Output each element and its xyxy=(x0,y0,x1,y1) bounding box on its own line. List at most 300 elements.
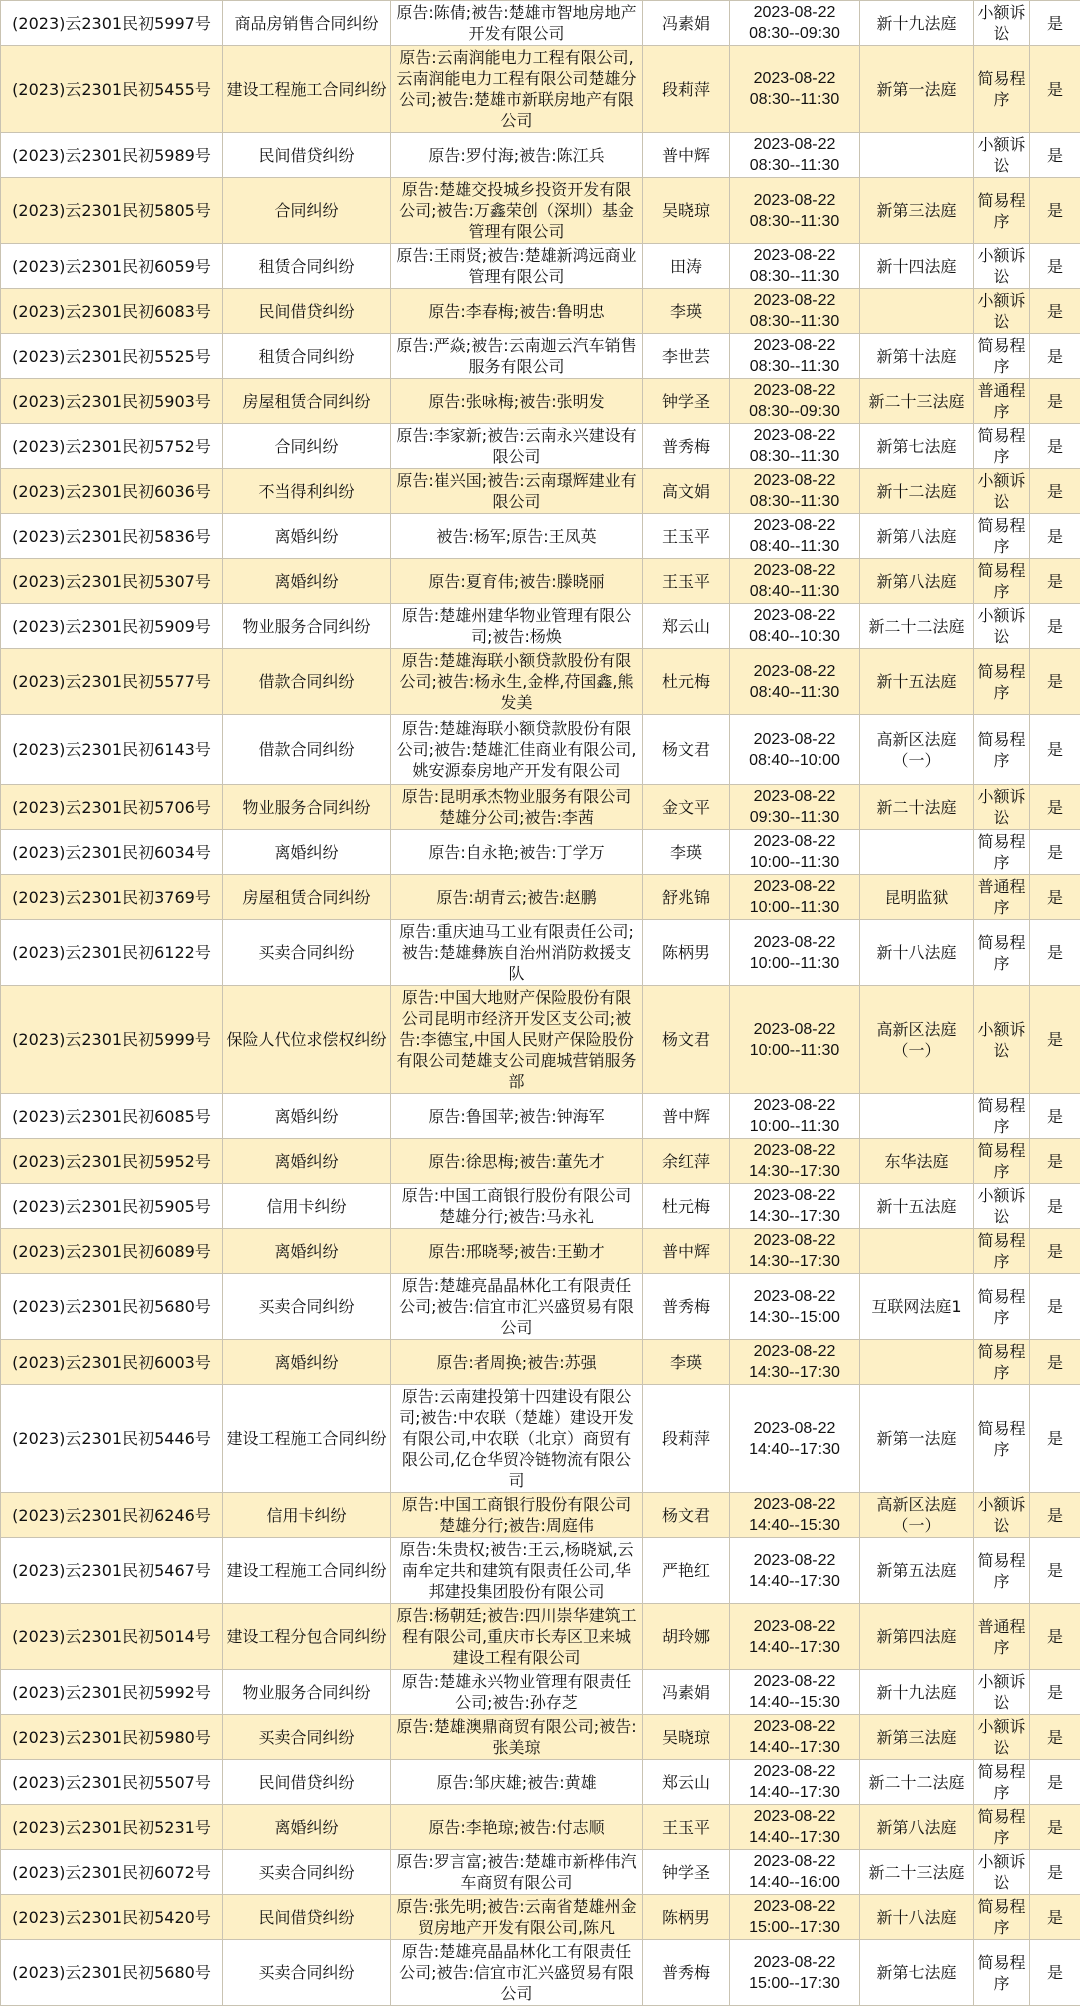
judge-cell: 普秀梅 xyxy=(643,1274,730,1340)
case-number-cell: (2023)云2301民初5980号 xyxy=(1,1715,223,1760)
procedure-cell: 小额诉讼 xyxy=(974,604,1030,649)
parties-cell: 原告:张咏梅;被告:张明发 xyxy=(391,379,643,424)
hearing-time-cell: 2023-08-22 15:00--17:30 xyxy=(730,1940,860,2006)
table-row xyxy=(1,1274,1080,1340)
courtroom-cell: 新第一法庭 xyxy=(860,46,974,133)
public-hearing-cell: 是 xyxy=(1030,1670,1080,1715)
hearing-time-cell: 2023-08-22 08:30--09:30 xyxy=(730,379,860,424)
courtroom-cell: 高新区法庭（一） xyxy=(860,715,974,785)
procedure-cell: 普通程序 xyxy=(974,875,1030,920)
parties-cell: 原告:中国工商银行股份有限公司楚雄分行;被告:马永礼 xyxy=(391,1184,643,1229)
procedure-cell: 简易程序 xyxy=(974,1139,1030,1184)
public-hearing-cell: 是 xyxy=(1030,604,1080,649)
hearing-time-cell: 2023-08-22 14:40--17:30 xyxy=(730,1805,860,1850)
public-hearing-cell: 是 xyxy=(1030,649,1080,715)
case-number-cell: (2023)云2301民初5467号 xyxy=(1,1538,223,1604)
case-cause-cell: 物业服务合同纠纷 xyxy=(223,1670,391,1715)
case-number-cell: (2023)云2301民初6246号 xyxy=(1,1493,223,1538)
public-hearing-cell: 是 xyxy=(1030,424,1080,469)
procedure-cell: 简易程序 xyxy=(974,1895,1030,1940)
case-cause-cell: 不当得利纠纷 xyxy=(223,469,391,514)
public-hearing-cell: 是 xyxy=(1030,1895,1080,1940)
judge-cell: 吴晓琼 xyxy=(643,178,730,244)
procedure-cell: 简易程序 xyxy=(974,715,1030,785)
public-hearing-cell: 是 xyxy=(1030,920,1080,986)
case-cause-cell: 民间借贷纠纷 xyxy=(223,1895,391,1940)
procedure-cell: 普通程序 xyxy=(974,379,1030,424)
courtroom-cell: 新二十二法庭 xyxy=(860,604,974,649)
procedure-cell: 简易程序 xyxy=(974,46,1030,133)
procedure-cell: 简易程序 xyxy=(974,1805,1030,1850)
public-hearing-cell: 是 xyxy=(1030,178,1080,244)
case-cause-cell: 借款合同纠纷 xyxy=(223,715,391,785)
table-row xyxy=(1,875,1080,920)
parties-cell: 原告:楚雄海联小额贷款股份有限公司;被告:楚雄汇佳商业有限公司,姚安源泰房地产开发有限公司 xyxy=(391,715,643,785)
public-hearing-cell: 是 xyxy=(1030,875,1080,920)
parties-cell: 原告:自永艳;被告:丁学万 xyxy=(391,830,643,875)
hearing-time-cell: 2023-08-22 08:30--11:30 xyxy=(730,244,860,289)
judge-cell: 余红萍 xyxy=(643,1139,730,1184)
case-cause-cell: 建设工程施工合同纠纷 xyxy=(223,1538,391,1604)
table-row xyxy=(1,830,1080,875)
case-number-cell: (2023)云2301民初3769号 xyxy=(1,875,223,920)
procedure-cell: 小额诉讼 xyxy=(974,133,1030,178)
courtroom-cell xyxy=(860,1340,974,1385)
parties-cell: 原告:徐思梅;被告:董先才 xyxy=(391,1139,643,1184)
case-cause-cell: 物业服务合同纠纷 xyxy=(223,785,391,830)
case-number-cell: (2023)云2301民初5507号 xyxy=(1,1760,223,1805)
procedure-cell: 小额诉讼 xyxy=(974,1670,1030,1715)
public-hearing-cell: 是 xyxy=(1030,379,1080,424)
procedure-cell: 简易程序 xyxy=(974,1274,1030,1340)
procedure-cell: 简易程序 xyxy=(974,920,1030,986)
procedure-cell: 简易程序 xyxy=(974,1538,1030,1604)
case-cause-cell: 民间借贷纠纷 xyxy=(223,133,391,178)
judge-cell: 李瑛 xyxy=(643,289,730,334)
case-cause-cell: 离婚纠纷 xyxy=(223,559,391,604)
hearing-time-cell: 2023-08-22 14:30--17:30 xyxy=(730,1184,860,1229)
parties-cell: 原告:者周换;被告:苏强 xyxy=(391,1340,643,1385)
courtroom-cell: 新第十法庭 xyxy=(860,334,974,379)
hearing-time-cell: 2023-08-22 09:30--11:30 xyxy=(730,785,860,830)
table-row xyxy=(1,1895,1080,1940)
case-number-cell: (2023)云2301民初5680号 xyxy=(1,1274,223,1340)
courtroom-cell: 互联网法庭1 xyxy=(860,1274,974,1340)
parties-cell: 原告:罗言富;被告:楚雄市新桦伟汽车商贸有限公司 xyxy=(391,1850,643,1895)
public-hearing-cell: 是 xyxy=(1030,830,1080,875)
case-number-cell: (2023)云2301民初6085号 xyxy=(1,1094,223,1139)
table-row xyxy=(1,785,1080,830)
judge-cell: 段莉萍 xyxy=(643,1385,730,1493)
courtroom-cell: 新第四法庭 xyxy=(860,1604,974,1670)
judge-cell: 陈柄男 xyxy=(643,920,730,986)
hearing-time-cell: 2023-08-22 14:40--17:30 xyxy=(730,1715,860,1760)
procedure-cell: 简易程序 xyxy=(974,334,1030,379)
table-row xyxy=(1,514,1080,559)
parties-cell: 原告:朱贵权;被告:王云,杨晓斌,云南牟定共和建筑有限责任公司,华邦建投集团股份有限公司 xyxy=(391,1538,643,1604)
parties-cell: 原告:严焱;被告:云南迦云汽车销售服务有限公司 xyxy=(391,334,643,379)
case-number-cell: (2023)云2301民初5307号 xyxy=(1,559,223,604)
hearing-time-cell: 2023-08-22 08:40--10:30 xyxy=(730,604,860,649)
public-hearing-cell: 是 xyxy=(1030,559,1080,604)
procedure-cell: 小额诉讼 xyxy=(974,469,1030,514)
parties-cell: 原告:崔兴国;被告:云南璟辉建业有限公司 xyxy=(391,469,643,514)
public-hearing-cell: 是 xyxy=(1030,1184,1080,1229)
hearing-time-cell: 2023-08-22 10:00--11:30 xyxy=(730,1094,860,1139)
parties-cell: 原告:胡青云;被告:赵鹏 xyxy=(391,875,643,920)
hearing-time-cell: 2023-08-22 08:40--10:00 xyxy=(730,715,860,785)
hearing-time-cell: 2023-08-22 14:40--16:00 xyxy=(730,1850,860,1895)
public-hearing-cell: 是 xyxy=(1030,244,1080,289)
judge-cell: 王玉平 xyxy=(643,1805,730,1850)
courtroom-cell: 新二十三法庭 xyxy=(860,379,974,424)
case-cause-cell: 离婚纠纷 xyxy=(223,830,391,875)
parties-cell: 原告:张先明;被告:云南省楚雄州金贸房地产开发有限公司,陈凡 xyxy=(391,1895,643,1940)
parties-cell: 原告:楚雄澳鼎商贸有限公司;被告:张美琼 xyxy=(391,1715,643,1760)
case-number-cell: (2023)云2301民初5909号 xyxy=(1,604,223,649)
hearing-time-cell: 2023-08-22 08:30--11:30 xyxy=(730,469,860,514)
hearing-time-cell: 2023-08-22 14:40--15:30 xyxy=(730,1670,860,1715)
table-row xyxy=(1,1604,1080,1670)
judge-cell: 陈柄男 xyxy=(643,1895,730,1940)
procedure-cell: 简易程序 xyxy=(974,424,1030,469)
courtroom-cell: 新第八法庭 xyxy=(860,1805,974,1850)
parties-cell: 原告:昆明承杰物业服务有限公司楚雄分公司;被告:李茜 xyxy=(391,785,643,830)
public-hearing-cell: 是 xyxy=(1030,1850,1080,1895)
case-number-cell: (2023)云2301民初5577号 xyxy=(1,649,223,715)
courtroom-cell: 高新区法庭（一） xyxy=(860,986,974,1094)
procedure-cell: 简易程序 xyxy=(974,178,1030,244)
courtroom-cell: 新第三法庭 xyxy=(860,178,974,244)
table-row xyxy=(1,559,1080,604)
hearing-time-cell: 2023-08-22 14:40--17:30 xyxy=(730,1538,860,1604)
case-number-cell: (2023)云2301民初5706号 xyxy=(1,785,223,830)
parties-cell: 原告:云南建投第十四建设有限公司;被告:中农联（楚雄）建设开发有限公司,中农联（北京）商贸有限公司,亿仓华贸冷链物流有限公司 xyxy=(391,1385,643,1493)
procedure-cell: 小额诉讼 xyxy=(974,1,1030,46)
courtroom-cell: 新第八法庭 xyxy=(860,559,974,604)
case-number-cell: (2023)云2301民初5231号 xyxy=(1,1805,223,1850)
courtroom-cell: 新十四法庭 xyxy=(860,244,974,289)
hearing-time-cell: 2023-08-22 14:30--15:00 xyxy=(730,1274,860,1340)
case-number-cell: (2023)云2301民初5525号 xyxy=(1,334,223,379)
table-row xyxy=(1,649,1080,715)
judge-cell: 王玉平 xyxy=(643,559,730,604)
public-hearing-cell: 是 xyxy=(1030,1139,1080,1184)
parties-cell: 原告:邢晓琴;被告:王勤才 xyxy=(391,1229,643,1274)
case-cause-cell: 离婚纠纷 xyxy=(223,1340,391,1385)
parties-cell: 原告:楚雄永兴物业管理有限责任公司;被告:孙存芝 xyxy=(391,1670,643,1715)
table-row xyxy=(1,604,1080,649)
parties-cell: 原告:中国大地财产保险股份有限公司昆明市经济开发区支公司;被告:李德宝,中国人民财产保险股份有限公司楚雄支公司鹿城营销服务部 xyxy=(391,986,643,1094)
parties-cell: 原告:陈倩;被告:楚雄市智地房地产开发有限公司 xyxy=(391,1,643,46)
courtroom-cell: 新第七法庭 xyxy=(860,424,974,469)
table-row xyxy=(1,289,1080,334)
parties-cell: 原告:中国工商银行股份有限公司楚雄分行;被告:周庭伟 xyxy=(391,1493,643,1538)
table-row xyxy=(1,1385,1080,1493)
public-hearing-cell: 是 xyxy=(1030,1094,1080,1139)
courtroom-cell xyxy=(860,1094,974,1139)
hearing-time-cell: 2023-08-22 08:30--09:30 xyxy=(730,1,860,46)
public-hearing-cell: 是 xyxy=(1030,785,1080,830)
case-cause-cell: 物业服务合同纠纷 xyxy=(223,604,391,649)
case-number-cell: (2023)云2301民初5989号 xyxy=(1,133,223,178)
judge-cell: 普中辉 xyxy=(643,1229,730,1274)
hearing-time-cell: 2023-08-22 08:30--11:30 xyxy=(730,424,860,469)
courtroom-cell: 昆明监狱 xyxy=(860,875,974,920)
judge-cell: 吴晓琼 xyxy=(643,1715,730,1760)
table-row xyxy=(1,178,1080,244)
public-hearing-cell: 是 xyxy=(1030,469,1080,514)
case-number-cell: (2023)云2301民初5014号 xyxy=(1,1604,223,1670)
case-cause-cell: 离婚纠纷 xyxy=(223,1139,391,1184)
table-row xyxy=(1,1139,1080,1184)
case-cause-cell: 离婚纠纷 xyxy=(223,1094,391,1139)
case-cause-cell: 民间借贷纠纷 xyxy=(223,1760,391,1805)
parties-cell: 原告:李家新;被告:云南永兴建设有限公司 xyxy=(391,424,643,469)
public-hearing-cell: 是 xyxy=(1030,1604,1080,1670)
courtroom-cell: 新第五法庭 xyxy=(860,1538,974,1604)
case-number-cell: (2023)云2301民初6034号 xyxy=(1,830,223,875)
case-cause-cell: 租赁合同纠纷 xyxy=(223,244,391,289)
table-row xyxy=(1,1,1080,46)
judge-cell: 冯素娟 xyxy=(643,1670,730,1715)
parties-cell: 原告:杨朝廷;被告:四川崇华建筑工程有限公司,重庆市长寿区卫来城建设工程有限公司 xyxy=(391,1604,643,1670)
procedure-cell: 简易程序 xyxy=(974,559,1030,604)
case-number-cell: (2023)云2301民初6072号 xyxy=(1,1850,223,1895)
courtroom-cell: 新十五法庭 xyxy=(860,649,974,715)
case-number-cell: (2023)云2301民初6143号 xyxy=(1,715,223,785)
procedure-cell: 简易程序 xyxy=(974,1094,1030,1139)
case-cause-cell: 买卖合同纠纷 xyxy=(223,1715,391,1760)
case-cause-cell: 合同纠纷 xyxy=(223,178,391,244)
parties-cell: 原告:罗付海;被告:陈江兵 xyxy=(391,133,643,178)
parties-cell: 原告:李春梅;被告:鲁明忠 xyxy=(391,289,643,334)
procedure-cell: 普通程序 xyxy=(974,1604,1030,1670)
case-number-cell: (2023)云2301民初6059号 xyxy=(1,244,223,289)
case-number-cell: (2023)云2301民初6083号 xyxy=(1,289,223,334)
public-hearing-cell: 是 xyxy=(1030,46,1080,133)
courtroom-cell: 新第七法庭 xyxy=(860,1940,974,2006)
courtroom-cell xyxy=(860,830,974,875)
judge-cell: 李世芸 xyxy=(643,334,730,379)
case-number-cell: (2023)云2301民初6036号 xyxy=(1,469,223,514)
public-hearing-cell: 是 xyxy=(1030,334,1080,379)
hearing-time-cell: 2023-08-22 08:30--11:30 xyxy=(730,46,860,133)
judge-cell: 高文娟 xyxy=(643,469,730,514)
parties-cell: 原告:楚雄州建华物业管理有限公司;被告:杨焕 xyxy=(391,604,643,649)
judge-cell: 杜元梅 xyxy=(643,649,730,715)
table-row xyxy=(1,244,1080,289)
public-hearing-cell: 是 xyxy=(1030,289,1080,334)
case-cause-cell: 信用卡纠纷 xyxy=(223,1493,391,1538)
courtroom-cell: 东华法庭 xyxy=(860,1139,974,1184)
procedure-cell: 小额诉讼 xyxy=(974,1493,1030,1538)
parties-cell: 原告:云南润能电力工程有限公司,云南润能电力工程有限公司楚雄分公司;被告:楚雄市新联房地产有限公司 xyxy=(391,46,643,133)
procedure-cell: 简易程序 xyxy=(974,1229,1030,1274)
courtroom-cell: 新第八法庭 xyxy=(860,514,974,559)
parties-cell: 原告:楚雄海联小额贷款股份有限公司;被告:杨永生,金桦,苻国鑫,熊发美 xyxy=(391,649,643,715)
courtroom-cell: 新十八法庭 xyxy=(860,1895,974,1940)
table-row xyxy=(1,1538,1080,1604)
case-number-cell: (2023)云2301民初5903号 xyxy=(1,379,223,424)
public-hearing-cell: 是 xyxy=(1030,1493,1080,1538)
case-cause-cell: 租赁合同纠纷 xyxy=(223,334,391,379)
hearing-time-cell: 2023-08-22 10:00--11:30 xyxy=(730,830,860,875)
public-hearing-cell: 是 xyxy=(1030,1385,1080,1493)
public-hearing-cell: 是 xyxy=(1030,1538,1080,1604)
judge-cell: 严艳红 xyxy=(643,1538,730,1604)
table-row xyxy=(1,1850,1080,1895)
courtroom-cell: 新二十二法庭 xyxy=(860,1760,974,1805)
case-cause-cell: 建设工程施工合同纠纷 xyxy=(223,46,391,133)
judge-cell: 普秀梅 xyxy=(643,424,730,469)
hearing-time-cell: 2023-08-22 10:00--11:30 xyxy=(730,920,860,986)
public-hearing-cell: 是 xyxy=(1030,1805,1080,1850)
procedure-cell: 小额诉讼 xyxy=(974,1850,1030,1895)
case-cause-cell: 房屋租赁合同纠纷 xyxy=(223,875,391,920)
procedure-cell: 简易程序 xyxy=(974,1940,1030,2006)
judge-cell: 钟学圣 xyxy=(643,379,730,424)
hearing-time-cell: 2023-08-22 14:40--15:30 xyxy=(730,1493,860,1538)
table-row xyxy=(1,920,1080,986)
parties-cell: 原告:楚雄亮晶晶林化工有限责任公司;被告:信宜市汇兴盛贸易有限公司 xyxy=(391,1940,643,2006)
public-hearing-cell: 是 xyxy=(1030,133,1080,178)
schedule-body xyxy=(1,1,1080,2006)
judge-cell: 李瑛 xyxy=(643,830,730,875)
judge-cell: 金文平 xyxy=(643,785,730,830)
judge-cell: 冯素娟 xyxy=(643,1,730,46)
procedure-cell: 简易程序 xyxy=(974,830,1030,875)
public-hearing-cell: 是 xyxy=(1030,986,1080,1094)
case-cause-cell: 建设工程施工合同纠纷 xyxy=(223,1385,391,1493)
case-cause-cell: 商品房销售合同纠纷 xyxy=(223,1,391,46)
hearing-time-cell: 2023-08-22 08:30--11:30 xyxy=(730,334,860,379)
parties-cell: 原告:李艳琼;被告:付志顺 xyxy=(391,1805,643,1850)
procedure-cell: 简易程序 xyxy=(974,514,1030,559)
case-number-cell: (2023)云2301民初5992号 xyxy=(1,1670,223,1715)
hearing-time-cell: 2023-08-22 14:40--17:30 xyxy=(730,1385,860,1493)
case-cause-cell: 保险人代位求偿权纠纷 xyxy=(223,986,391,1094)
parties-cell: 原告:夏育伟;被告:滕晓丽 xyxy=(391,559,643,604)
case-cause-cell: 买卖合同纠纷 xyxy=(223,920,391,986)
table-row xyxy=(1,1940,1080,2006)
hearing-time-cell: 2023-08-22 14:40--17:30 xyxy=(730,1604,860,1670)
judge-cell: 普中辉 xyxy=(643,133,730,178)
judge-cell: 杜元梅 xyxy=(643,1184,730,1229)
table-row xyxy=(1,1094,1080,1139)
case-cause-cell: 买卖合同纠纷 xyxy=(223,1850,391,1895)
courtroom-cell: 新二十法庭 xyxy=(860,785,974,830)
courtroom-cell: 高新区法庭（一） xyxy=(860,1493,974,1538)
hearing-time-cell: 2023-08-22 08:40--11:30 xyxy=(730,514,860,559)
case-cause-cell: 离婚纠纷 xyxy=(223,1229,391,1274)
parties-cell: 原告:邹庆雄;被告:黄雄 xyxy=(391,1760,643,1805)
procedure-cell: 小额诉讼 xyxy=(974,289,1030,334)
judge-cell: 杨文君 xyxy=(643,986,730,1094)
case-cause-cell: 建设工程分包合同纠纷 xyxy=(223,1604,391,1670)
judge-cell: 李瑛 xyxy=(643,1340,730,1385)
case-number-cell: (2023)云2301民初5446号 xyxy=(1,1385,223,1493)
case-number-cell: (2023)云2301民初5420号 xyxy=(1,1895,223,1940)
case-number-cell: (2023)云2301民初5805号 xyxy=(1,178,223,244)
public-hearing-cell: 是 xyxy=(1030,1715,1080,1760)
parties-cell: 原告:楚雄亮晶晶林化工有限责任公司;被告:信宜市汇兴盛贸易有限公司 xyxy=(391,1274,643,1340)
judge-cell: 普中辉 xyxy=(643,1094,730,1139)
table-row xyxy=(1,379,1080,424)
public-hearing-cell: 是 xyxy=(1030,1940,1080,2006)
case-number-cell: (2023)云2301民初5905号 xyxy=(1,1184,223,1229)
procedure-cell: 简易程序 xyxy=(974,1385,1030,1493)
courtroom-cell: 新二十三法庭 xyxy=(860,1850,974,1895)
case-number-cell: (2023)云2301民初6089号 xyxy=(1,1229,223,1274)
table-row xyxy=(1,715,1080,785)
case-cause-cell: 借款合同纠纷 xyxy=(223,649,391,715)
hearing-time-cell: 2023-08-22 08:30--11:30 xyxy=(730,133,860,178)
courtroom-cell: 新十九法庭 xyxy=(860,1,974,46)
public-hearing-cell: 是 xyxy=(1030,1274,1080,1340)
public-hearing-cell: 是 xyxy=(1030,1340,1080,1385)
hearing-time-cell: 2023-08-22 14:40--17:30 xyxy=(730,1760,860,1805)
case-cause-cell: 合同纠纷 xyxy=(223,424,391,469)
courtroom-cell xyxy=(860,289,974,334)
procedure-cell: 小额诉讼 xyxy=(974,785,1030,830)
hearing-time-cell: 2023-08-22 15:00--17:30 xyxy=(730,1895,860,1940)
public-hearing-cell: 是 xyxy=(1030,1760,1080,1805)
table-row xyxy=(1,46,1080,133)
case-number-cell: (2023)云2301民初5999号 xyxy=(1,986,223,1094)
courtroom-cell: 新第三法庭 xyxy=(860,1715,974,1760)
case-number-cell: (2023)云2301民初5836号 xyxy=(1,514,223,559)
procedure-cell: 简易程序 xyxy=(974,1340,1030,1385)
case-number-cell: (2023)云2301民初6003号 xyxy=(1,1340,223,1385)
parties-cell: 原告:鲁国苹;被告:钟海军 xyxy=(391,1094,643,1139)
judge-cell: 胡玲娜 xyxy=(643,1604,730,1670)
public-hearing-cell: 是 xyxy=(1030,1,1080,46)
table-row xyxy=(1,1715,1080,1760)
judge-cell: 杨文君 xyxy=(643,715,730,785)
courtroom-cell: 新十九法庭 xyxy=(860,1670,974,1715)
courtroom-cell xyxy=(860,1229,974,1274)
table-row xyxy=(1,1805,1080,1850)
courtroom-cell xyxy=(860,133,974,178)
judge-cell: 田涛 xyxy=(643,244,730,289)
case-number-cell: (2023)云2301民初5455号 xyxy=(1,46,223,133)
courtroom-cell: 新十五法庭 xyxy=(860,1184,974,1229)
procedure-cell: 小额诉讼 xyxy=(974,244,1030,289)
judge-cell: 郑云山 xyxy=(643,1760,730,1805)
case-cause-cell: 离婚纠纷 xyxy=(223,1805,391,1850)
case-number-cell: (2023)云2301民初5952号 xyxy=(1,1139,223,1184)
table-row xyxy=(1,1670,1080,1715)
table-row xyxy=(1,1340,1080,1385)
hearing-time-cell: 2023-08-22 10:00--11:30 xyxy=(730,986,860,1094)
table-row xyxy=(1,986,1080,1094)
procedure-cell: 简易程序 xyxy=(974,1760,1030,1805)
judge-cell: 段莉萍 xyxy=(643,46,730,133)
judge-cell: 郑云山 xyxy=(643,604,730,649)
judge-cell: 钟学圣 xyxy=(643,1850,730,1895)
procedure-cell: 小额诉讼 xyxy=(974,1715,1030,1760)
table-row xyxy=(1,1184,1080,1229)
table-row xyxy=(1,469,1080,514)
parties-cell: 被告:杨军;原告:王凤英 xyxy=(391,514,643,559)
hearing-time-cell: 2023-08-22 14:30--17:30 xyxy=(730,1139,860,1184)
case-cause-cell: 买卖合同纠纷 xyxy=(223,1274,391,1340)
judge-cell: 王玉平 xyxy=(643,514,730,559)
case-number-cell: (2023)云2301民初5752号 xyxy=(1,424,223,469)
procedure-cell: 简易程序 xyxy=(974,649,1030,715)
courtroom-cell: 新十二法庭 xyxy=(860,469,974,514)
